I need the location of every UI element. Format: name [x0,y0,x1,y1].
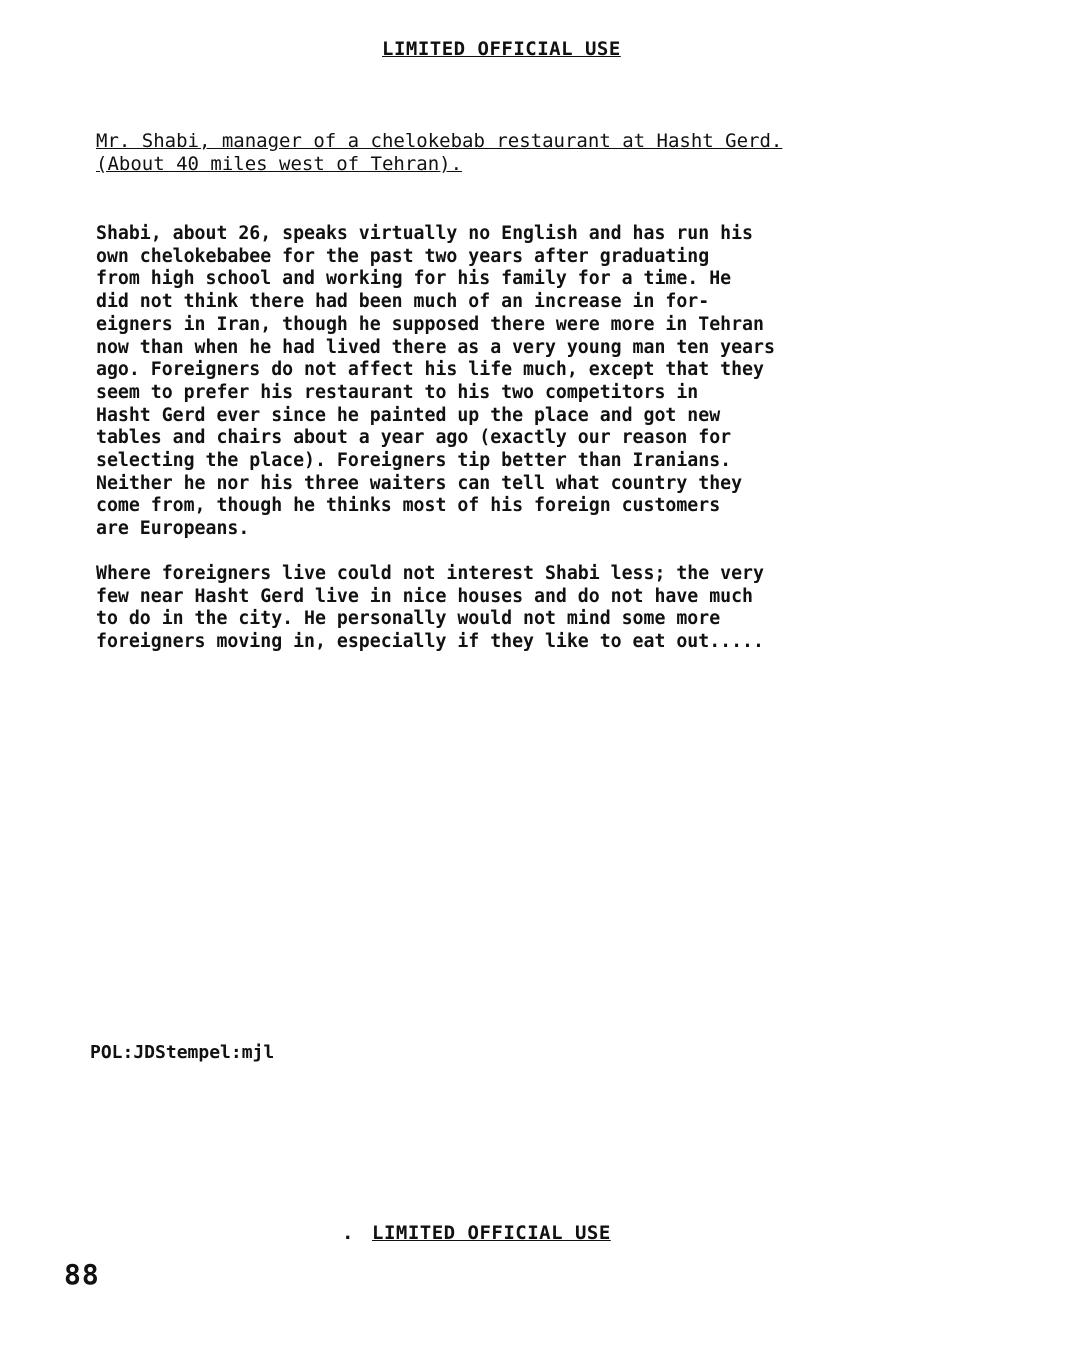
classification-marking-bottom: LIMITED OFFICIAL USE [372,1222,611,1244]
paragraph-line: eigners in Iran, though he supposed there were more in Tehran [96,313,764,335]
paragraph-line: are Europeans. [96,518,250,540]
paragraph-line: Neither he nor his three waiters can tell what country they [96,472,743,494]
paragraph-line: Shabi, about 26, speaks virtually no English and has run his [96,223,753,244]
classification-marking-top: LIMITED OFFICIAL USE [382,38,621,60]
paragraph-line: now than when he had lived there as a very young man ten years [96,336,775,358]
paragraph-line: to do in the city. He personally would not mind some more [96,608,721,630]
paragraph-line: Where foreigners live could not interest Shabi less; the very [96,563,764,584]
paragraph-line: Hasht Gerd ever since he painted up the place and got new [96,404,721,426]
subject-line: (About 40 miles west of Tehran). [96,153,463,175]
subject-line: Mr. Shabi, manager of a chelokebab restaurant at Hasht Gerd. [96,130,783,152]
paragraph-line: ago. Foreigners do not affect his life much, except that they [96,359,764,381]
paragraph-line: few near Hasht Gerd live in nice houses and do not have much [96,585,753,607]
body-paragraph [96,563,956,654]
paragraph-line: selecting the place). Foreigners tip better than Iranians. [96,450,732,472]
body-paragraph [96,223,956,541]
paragraph-line: tables and chairs about a year ago (exactly our reason for [96,427,732,449]
footer-bullet: . [342,1222,354,1244]
paragraph-line: own chelokebabee for the past two years after graduating [96,245,710,267]
paragraph-line: come from, though he thinks most of his foreign customers [96,495,721,517]
drafter-reference: POL:JDStempel:mjl [90,1042,275,1063]
paragraph-line: foreigners moving in, especially if they like to eat out..... [96,631,764,653]
paragraph-line: did not think there had been much of an increase in for- [96,291,710,313]
paragraph-line: from high school and working for his family for a time. He [96,268,732,290]
subject-heading [96,130,926,176]
page-number: 88 [64,1258,100,1291]
paragraph-line: seem to prefer his restaurant to his two competitors in [96,381,699,403]
